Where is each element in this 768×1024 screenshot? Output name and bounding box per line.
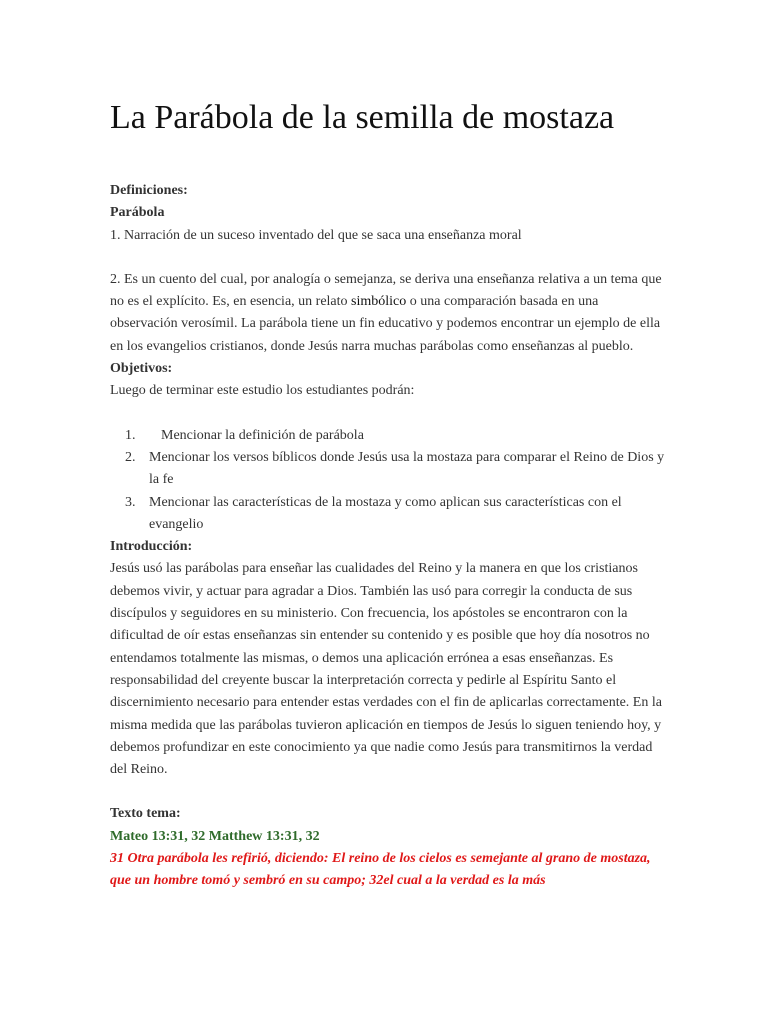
definition-1: 1. Narración de un suceso inventado del que se saca una enseñanza moral xyxy=(110,227,522,243)
objetivos-heading: Objetivos: xyxy=(110,361,173,377)
objectives-list xyxy=(110,425,666,536)
page-title: La Parábola de la semilla de mostaza xyxy=(110,99,615,136)
list-item xyxy=(110,492,666,537)
spacer xyxy=(110,247,666,269)
introduccion-heading: Introducción: xyxy=(110,539,193,555)
introduccion-paragraph: Jesús usó las parábolas para enseñar las cualidades del Reino y la manera en que los cristianos debemos vivir, y actuar para agradar a Dios. También las usó para corregir la conducta de sus discípulos y seguidores en su ministerio. Con frecuencia, los apóstoles se encontraron con la dificultad de oír estas enseñanzas sin entender su contenido y es posible que hoy día nosotros no entendamos totalmente las mismas, o demos una aplicación errónea a esas enseñanzas. Es responsabilidad del creyente buscar la interpretación correcta y pedirle al Espíritu Santo el discernimiento necesario para entender estas verdades con el fin de aplicarlas correctamente. En la misma medida que las parábolas tuvieron aplicación en tiempos de Jesús lo siguen teniendo hoy, y debemos profundizar en este conocimiento ya que nadie como Jesús para transmitirnos la verdad del Reino. xyxy=(110,561,662,778)
list-item xyxy=(110,425,666,447)
texto-tema-heading: Texto tema: xyxy=(110,806,181,822)
definiciones-heading: Definiciones: xyxy=(110,183,188,198)
definition-2-text-a: 2. Es un cuento del cual, por analogía o semejanza, se deriva una enseñanza relativa a un tema que no es el explícito. Es, en esencia, un relato xyxy=(110,271,662,310)
list-number: 3. xyxy=(125,494,136,510)
simbolico-link[interactable]: simbólico xyxy=(351,294,407,310)
list-number: 1. xyxy=(125,427,136,443)
objetivos-intro: Luego de terminar este estudio los estudiantes podrán: xyxy=(110,383,415,399)
list-number: 2. xyxy=(125,449,136,465)
spacer xyxy=(110,781,666,803)
list-item-text: Mencionar las características de la mostaza y como aplican sus características con el evangelio xyxy=(149,494,622,532)
list-item-text: Mencionar la definición de parábola xyxy=(161,427,364,443)
scripture-reference: Mateo 13:31, 32 Matthew 13:31, 32 xyxy=(110,828,320,844)
definition-2 xyxy=(110,269,666,358)
list-item xyxy=(110,447,666,492)
spacer xyxy=(110,403,666,425)
list-item-text: Mencionar los versos bíblicos donde Jesús usa la mostaza para comparar el Reino de Dios y la fe xyxy=(149,449,665,488)
parabola-heading: Parábola xyxy=(110,205,165,221)
definition-2-text-b: o una comparación basada en una observación verosímil. La parábola tiene un fin educativo y podemos encontrar un ejemplo de ella en los evangelios cristianos, donde Jesús narra muchas parábolas como enseñanzas al pueblo. xyxy=(110,294,661,354)
scripture-verse: 31 Otra parábola les refirió, diciendo: El reino de los cielos es semejante al grano de mostaza, que un hombre tomó y sembró en su campo; 32el cual a la verdad es la más xyxy=(110,851,651,889)
document-body xyxy=(110,180,666,893)
